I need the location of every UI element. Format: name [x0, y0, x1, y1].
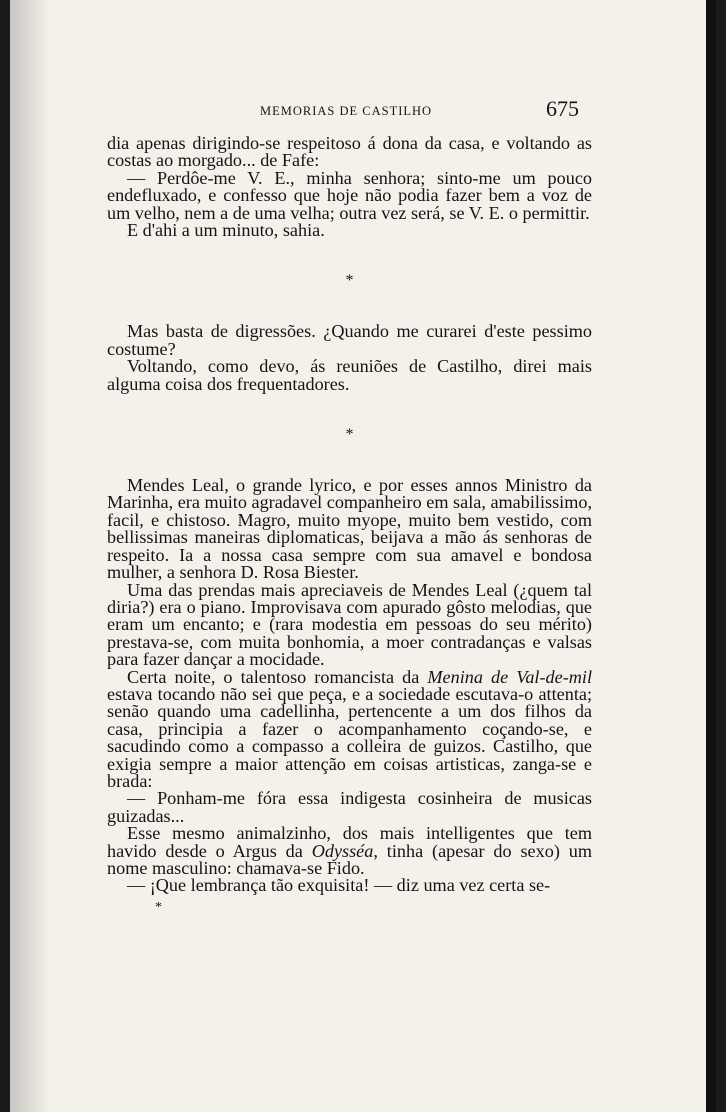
running-head: MEMORIAS DE CASTILHO [260, 104, 433, 118]
paragraph [107, 825, 592, 877]
paragraph [107, 666, 592, 791]
signature-mark: * [155, 899, 162, 915]
paragraph-text: estava tocando não sei que peça, e a sociedade escutava-o attenta; senão quando uma cadellinha, pertencente a um dos filhos da casa, principia a fazer o acompanhamento coçando-se, e sacudindo como a compasso a colleira de guizos. Castilho, que exigia sempre a maior attenção em coisas artisticas, zanga-se e brada: [107, 683, 592, 791]
paragraph: Voltando, como devo, ás reuniões de Castilho, direi mais alguma coisa dos frequentadores. [107, 356, 592, 394]
paragraph: — Ponham-me fóra essa indigesta cosinheira de musicas guizadas... [107, 788, 592, 826]
section-ornament: * [345, 272, 354, 290]
paragraph: — ¡Que lembrança tão exquisita! — diz uma vez certa se- [127, 875, 551, 896]
paragraph-text: Certa noite, o talentoso romancista da [127, 666, 428, 687]
section-ornament: * [345, 426, 354, 444]
paragraph-text: , tinha (apesar do sexo) um nome masculino: chamava-se Fido. [107, 840, 592, 878]
paragraph: Uma das prendas mais apreciaveis de Mendes Leal (¿quem tal diria?) era o piano. Improvisava com apurado gôsto melodias, que eram um encanto; e (rara modestia em pessoas do seu mérito) prestava-se, com muita bonhomia, a moer contradanças e valsas para fazer dançar a mocidade. [107, 579, 592, 670]
book-page [10, 0, 716, 1112]
book-title: Menina de Val-de-mil [427, 666, 592, 687]
paragraph: Mendes Leal, o grande lyrico, e por esses annos Ministro da Marinha, era muito agradavel companheiro em sala, amabilissimo, facil, e chistoso. Magro, muito myope, muito bem vestido, com bellissimas maneiras diplomaticas, beijava a mão ás senhoras de respeito. Ia a nossa casa sempre com sua amavel e bondosa mulher, a senhora D. Rosa Biester. [107, 475, 592, 583]
scan-edge [706, 0, 716, 1112]
page-number: 675 [546, 96, 579, 121]
book-title: Odysséa [311, 840, 374, 861]
paragraph: — Perdôe-me V. E., minha senhora; sinto-me um pouco endefluxado, e confesso que hoje não podia fazer bem a voz de um velho, nem a de uma velha; outra vez será, se V. E. o permittir. [107, 167, 592, 223]
page-body [107, 135, 592, 915]
paragraph-text: Esse mesmo animalzinho, dos mais intelligentes que tem havido desde o Argus da [107, 823, 592, 861]
paragraph: Mas basta de digressões. ¿Quando me curarei d'este pessimo costume? [107, 321, 592, 359]
page-header [10, 96, 716, 126]
paragraph: E d'ahi a um minuto, sahia. [127, 220, 325, 241]
paragraph: dia apenas dirigindo-se respeitoso á dona da casa, e voltando as costas ao morgado... de Fafe: [107, 133, 592, 171]
